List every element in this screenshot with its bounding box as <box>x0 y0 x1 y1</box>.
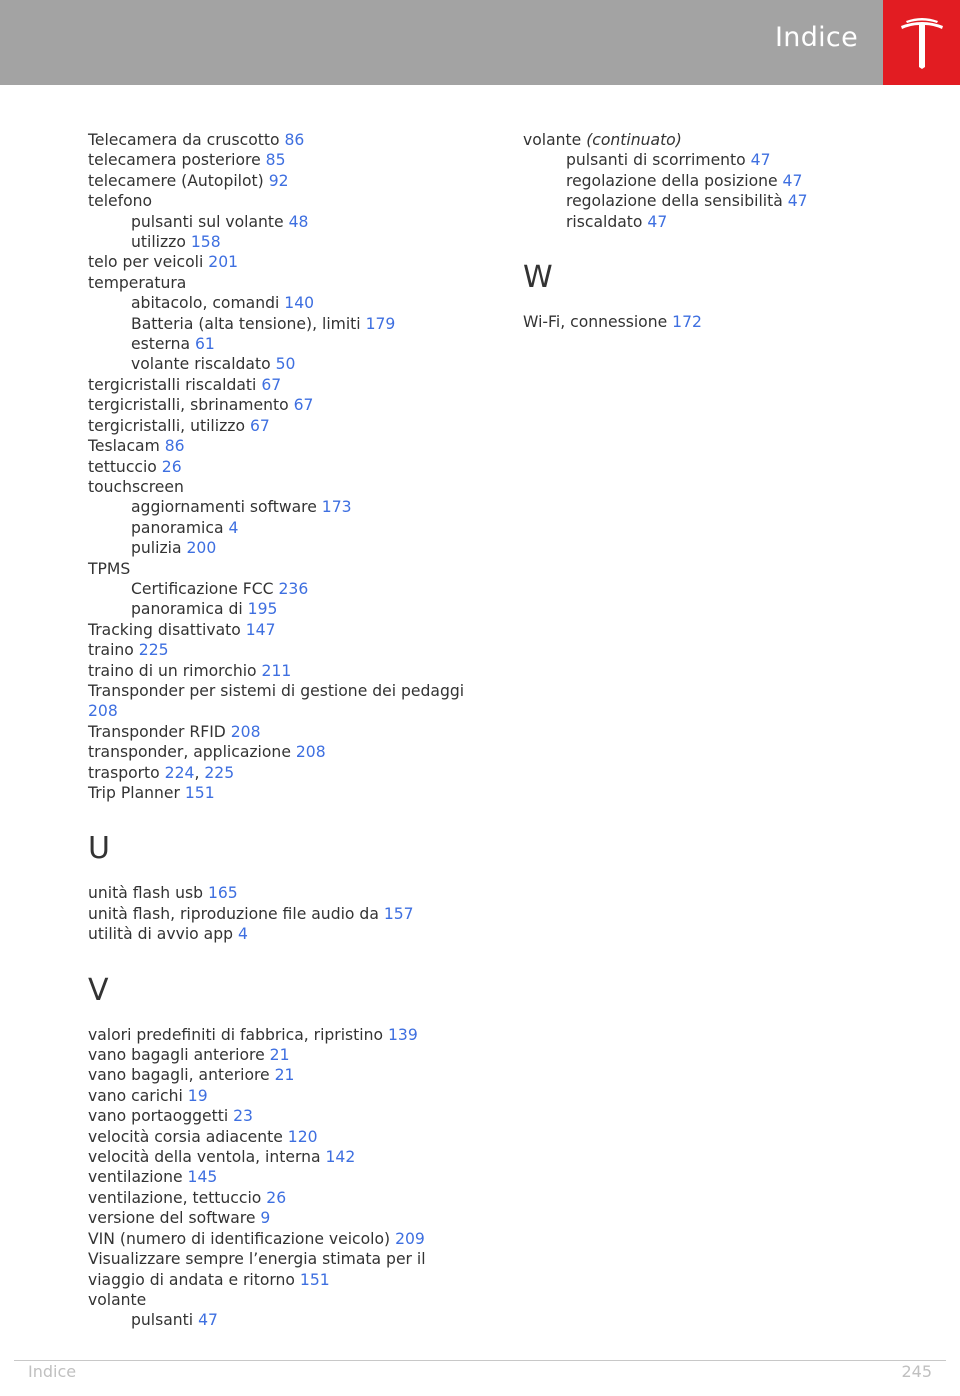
index-subentry <box>523 150 903 170</box>
index-entry <box>88 783 468 803</box>
page-ref-link[interactable]: 145 <box>187 1168 218 1187</box>
page-ref-link[interactable]: 201 <box>208 253 239 272</box>
index-entry <box>88 416 468 436</box>
index-subentry <box>88 497 468 517</box>
index-entry <box>88 722 468 742</box>
index-column-left <box>88 130 468 1331</box>
page-ref-link[interactable]: 225 <box>138 641 169 660</box>
page-ref-link[interactable]: 86 <box>164 437 185 456</box>
page-ref-link[interactable]: 140 <box>284 294 315 313</box>
index-entry-text: Certificazione FCC <box>131 579 279 598</box>
index-entry-text: Trip Planner <box>88 784 185 802</box>
page-ref-link[interactable]: 225 <box>204 763 235 782</box>
page-ref-link[interactable]: 50 <box>275 355 296 374</box>
index-entry-text: volante riscaldato <box>131 355 276 374</box>
index-entry-text: utilizzo <box>131 233 191 252</box>
page-ref-link[interactable]: 120 <box>287 1127 318 1146</box>
page-ref-link[interactable]: 23 <box>233 1107 253 1126</box>
index-entry <box>88 559 468 579</box>
page-ref-link[interactable]: 86 <box>284 131 305 149</box>
page-ref-link[interactable]: 209 <box>395 1229 425 1248</box>
page-ref-link[interactable]: 4 <box>237 925 248 944</box>
page-ref-link[interactable]: 158 <box>190 233 221 252</box>
index-entry-text: tergicristalli, utilizzo <box>88 416 250 435</box>
index-entry-text: pulizia <box>131 539 187 558</box>
page-ref-link[interactable]: 9 <box>260 1209 271 1228</box>
index-subentry <box>88 518 468 538</box>
footer-divider <box>14 1360 946 1361</box>
index-entry <box>88 273 468 293</box>
index-subentry <box>88 293 468 313</box>
page-ref-link[interactable]: 47 <box>782 171 803 190</box>
index-letter-heading: V <box>88 972 109 1008</box>
index-entry <box>88 904 468 924</box>
page-ref-link[interactable]: 26 <box>161 457 182 476</box>
index-entry-text: Tracking disattivato <box>88 620 246 639</box>
index-subentry <box>88 334 468 354</box>
index-letter-heading: U <box>88 831 110 867</box>
index-entry-text: utilità di avvio app <box>88 925 238 944</box>
page-ref-link[interactable]: 67 <box>261 375 282 394</box>
index-entry-text: tergicristalli riscaldati <box>88 375 262 394</box>
index-entry-text: traino <box>88 641 139 660</box>
index-entry-text: ventilazione, tettuccio <box>88 1188 267 1207</box>
page-ref-link[interactable]: 4 <box>228 518 239 537</box>
page-ref-link[interactable]: 61 <box>194 335 215 354</box>
page-ref-link[interactable]: 151 <box>299 1270 330 1289</box>
index-entry-text: transponder, applicazione <box>88 743 296 762</box>
index-entry <box>88 640 468 660</box>
index-entry-text: riscaldato <box>566 212 648 231</box>
index-entry-text: valori predefiniti di fabbrica, ripristino <box>88 1025 389 1044</box>
index-entry-text: panoramica <box>131 518 229 537</box>
page-ref-link[interactable]: 67 <box>249 416 270 435</box>
page-ref-link[interactable]: 208 <box>88 702 118 721</box>
index-entry-text: aggiornamenti software <box>131 498 322 517</box>
page-ref-link[interactable]: 173 <box>321 498 352 517</box>
page-ref-link[interactable]: 224 <box>164 763 195 782</box>
index-entry-text: Telecamera da cruscotto <box>88 131 285 149</box>
header-title: Indice <box>775 22 858 53</box>
index-entry <box>88 1127 468 1147</box>
index-entry <box>88 1167 468 1187</box>
index-entry-text: vano carichi <box>88 1086 188 1105</box>
index-entry <box>88 1290 468 1310</box>
index-entry-text: regolazione della sensibilità <box>566 192 788 211</box>
index-entry <box>88 252 468 272</box>
index-entry-text: Transponder per sistemi di gestione dei pedaggi <box>88 681 465 700</box>
index-entry <box>88 130 468 150</box>
page-ref-link[interactable]: 195 <box>247 600 278 619</box>
page-ref-link[interactable]: 139 <box>388 1025 418 1044</box>
index-entry-text: traino di un rimorchio <box>88 661 262 680</box>
index-entry-text: versione del software <box>88 1209 261 1228</box>
page-ref-link[interactable]: 47 <box>647 212 668 231</box>
index-entry-text: telefono <box>88 192 153 211</box>
page-ref-link[interactable]: 142 <box>325 1148 356 1167</box>
index-entry <box>88 1065 468 1085</box>
index-entry-text: ventilazione <box>88 1168 188 1187</box>
index-entry <box>523 130 903 150</box>
index-entry-text: TPMS <box>88 559 131 578</box>
index-subentry <box>523 191 903 211</box>
page-header <box>0 0 960 85</box>
index-subentry <box>523 212 903 232</box>
brand-logo-box <box>883 0 960 85</box>
index-entry <box>88 1147 468 1167</box>
page-ref-link[interactable]: 151 <box>184 784 215 802</box>
index-entry-text: Teslacam <box>88 437 165 456</box>
index-entry-text: volante <box>523 131 587 149</box>
page-ref-link[interactable]: 67 <box>293 396 314 415</box>
index-entry-text: VIN (numero di identificazione veicolo) <box>88 1229 396 1248</box>
index-entry-text: unità flash, riproduzione file audio da <box>88 904 384 923</box>
page-number: 245 <box>901 1362 932 1381</box>
index-entry-text: temperatura <box>88 273 187 292</box>
index-entry <box>88 150 468 170</box>
index-entry-text: tettuccio <box>88 457 162 476</box>
index-subentry <box>88 314 468 334</box>
index-entry-text: pulsanti di scorrimento <box>566 151 751 170</box>
index-entry-text: pulsanti <box>131 1311 199 1330</box>
page-ref-link[interactable]: 26 <box>266 1188 287 1207</box>
index-entry-text: vano bagagli, anteriore <box>88 1066 275 1085</box>
page-ref-link[interactable]: 47 <box>787 192 808 211</box>
index-entry-text: Wi-Fi, connessione <box>523 313 673 332</box>
page-ref-link[interactable]: 48 <box>288 212 309 231</box>
index-entry <box>88 681 468 722</box>
index-entry <box>88 1086 468 1106</box>
index-entry-text: vano bagagli anteriore <box>88 1046 270 1065</box>
index-subentry <box>88 579 468 599</box>
index-entry-text: panoramica di <box>131 600 248 619</box>
index-entry <box>88 171 468 191</box>
index-entry-text: regolazione della posizione <box>566 171 783 190</box>
index-subentry <box>523 171 903 191</box>
page-ref-link[interactable]: 200 <box>186 539 217 558</box>
index-entry-text: esterna <box>131 335 195 354</box>
page-ref-link[interactable]: 172 <box>672 313 702 332</box>
index-entry <box>88 742 468 762</box>
index-entry-text: telecamera posteriore <box>88 151 266 170</box>
index-entry-text: velocità della ventola, interna <box>88 1148 326 1167</box>
index-entry-text: pulsanti sul volante <box>131 212 289 231</box>
index-entry <box>88 477 468 497</box>
index-entry-text: telecamere (Autopilot) <box>88 171 269 190</box>
index-entry <box>88 395 468 415</box>
index-entry-text: trasporto <box>88 763 165 782</box>
index-entry <box>88 375 468 395</box>
index-entry <box>88 924 468 944</box>
index-entry <box>88 436 468 456</box>
index-entry-text: Batteria (alta tensione), limiti <box>131 314 366 333</box>
footer-section: Indice <box>28 1362 77 1381</box>
tesla-logo-icon <box>899 17 945 69</box>
page-ref-link[interactable]: 47 <box>198 1311 218 1330</box>
index-entry-text: abitacolo, comandi <box>131 294 285 313</box>
page-ref-link[interactable]: 85 <box>265 151 286 170</box>
index-entry-text: touchscreen <box>88 477 184 496</box>
index-entry-text: telo per veicoli <box>88 253 209 272</box>
page-ref-link[interactable]: 211 <box>261 661 292 680</box>
index-subentry <box>88 354 468 374</box>
page-ref-link[interactable]: 92 <box>268 171 289 190</box>
index-entry-text: Transponder RFID <box>88 722 231 741</box>
index-entry-text: volante <box>88 1290 147 1309</box>
index-entry-text: Visualizzare sempre l’energia stimata per il viaggio di andata e ritorno <box>88 1250 426 1289</box>
index-entry <box>88 191 468 211</box>
continued-label: (continuato) <box>586 131 682 149</box>
index-entry: trasporto 224, 225 <box>88 763 235 782</box>
index-entry <box>88 1229 468 1249</box>
index-entry <box>88 620 468 640</box>
index-entry <box>88 1025 468 1045</box>
index-entry-text: tergicristalli, sbrinamento <box>88 396 294 415</box>
index-subentry <box>88 1310 468 1330</box>
index-entry <box>88 1208 468 1228</box>
index-entry-text: unità flash usb <box>88 884 208 903</box>
index-subentry <box>88 232 468 252</box>
page-ref-link[interactable]: 157 <box>383 904 414 923</box>
index-letter-heading: W <box>523 260 553 296</box>
page-ref-link[interactable]: 19 <box>187 1086 208 1105</box>
index-entry <box>88 1106 468 1126</box>
page-ref-link[interactable]: 236 <box>278 579 309 598</box>
index-entry <box>88 1249 468 1290</box>
index-entry <box>88 457 468 477</box>
page-ref-link[interactable]: 147 <box>245 620 276 639</box>
page-ref-link[interactable]: 165 <box>207 884 238 903</box>
index-entry <box>523 312 903 332</box>
index-entry <box>88 883 468 903</box>
index-subentry <box>88 599 468 619</box>
index-entry-text: velocità corsia adiacente <box>88 1127 288 1146</box>
page-ref-link[interactable]: 208 <box>230 722 261 741</box>
index-subentry <box>88 538 468 558</box>
page-ref-link[interactable]: 179 <box>365 314 396 333</box>
index-entry <box>88 1188 468 1208</box>
index-column-right <box>523 130 903 332</box>
page-ref-link[interactable]: 47 <box>750 151 771 170</box>
page-ref-link[interactable]: 208 <box>295 743 326 762</box>
index-subentry <box>88 212 468 232</box>
index-entry-text: vano portaoggetti <box>88 1107 234 1126</box>
page-ref-link[interactable]: 21 <box>269 1046 290 1065</box>
index-entry <box>88 1045 468 1065</box>
page-ref-link[interactable]: 21 <box>274 1066 295 1085</box>
index-entry <box>88 661 468 681</box>
